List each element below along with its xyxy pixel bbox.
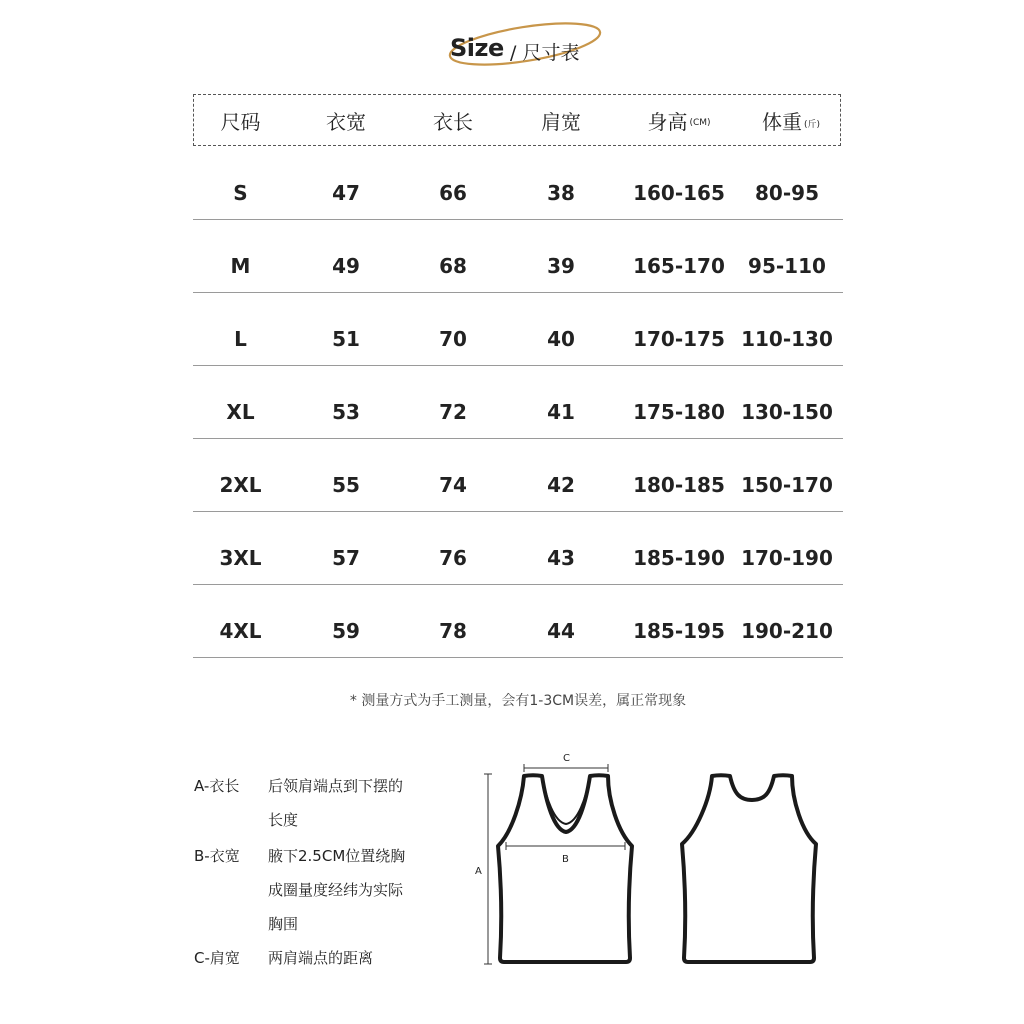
cell-shoulder: 44 — [547, 619, 575, 643]
header-weight-unit: (斤) — [803, 119, 821, 130]
cell-width: 49 — [332, 254, 360, 278]
cell-width: 51 — [332, 327, 360, 351]
legend-b-text-3: 胸围 — [268, 915, 299, 933]
cell-length: 72 — [439, 400, 467, 424]
cell-weight: 190-210 — [741, 619, 833, 643]
back-tank-top — [682, 775, 816, 962]
cell-width: 47 — [332, 181, 360, 205]
cell-weight: 110-130 — [741, 327, 833, 351]
cell-shoulder: 38 — [547, 181, 575, 205]
header-length: 衣长 — [433, 109, 473, 134]
cell-width: 59 — [332, 619, 360, 643]
row-divider — [193, 365, 843, 366]
legend-b-label: B-衣宽 — [194, 847, 240, 865]
cell-shoulder: 42 — [547, 473, 575, 497]
cell-width: 55 — [332, 473, 360, 497]
cell-weight: 150-170 — [741, 473, 833, 497]
cell-size: XL — [226, 400, 255, 424]
cell-height: 165-170 — [633, 254, 725, 278]
cell-height: 160-165 — [633, 181, 725, 205]
cell-shoulder: 43 — [547, 546, 575, 570]
cell-length: 76 — [439, 546, 467, 570]
dimension-b-label: B — [562, 854, 569, 865]
row-divider — [193, 292, 843, 293]
legend-b-text-1: 腋下2.5CM位置绕胸 — [268, 847, 406, 865]
row-divider — [193, 219, 843, 220]
table-header-row — [193, 86, 843, 154]
cell-length: 78 — [439, 619, 467, 643]
cell-size: M — [230, 254, 251, 278]
row-divider — [193, 511, 843, 512]
cell-size: S — [233, 181, 248, 205]
dimension-a-label: A — [475, 866, 482, 877]
cell-height: 185-190 — [633, 546, 725, 570]
header-weight-label: 体重 — [761, 109, 802, 134]
cell-height: 185-195 — [633, 619, 725, 643]
title-chinese: / 尺寸表 — [510, 42, 580, 64]
cell-size: 2XL — [219, 473, 262, 497]
front-tank-top — [498, 775, 632, 962]
legend-b-text-2: 成圈量度经纬为实际 — [268, 881, 404, 899]
header-weight — [741, 86, 841, 154]
measurement-note: * 测量方式为手工测量，会有1-3CM误差，属正常现象 — [349, 693, 687, 709]
cell-weight: 95-110 — [748, 254, 826, 278]
cell-length: 66 — [439, 181, 467, 205]
cell-weight: 130-150 — [741, 400, 833, 424]
cell-weight: 170-190 — [741, 546, 833, 570]
cell-width: 57 — [332, 546, 360, 570]
legend-c-text-1: 两肩端点的距离 — [268, 949, 374, 967]
header-width: 衣宽 — [326, 109, 366, 134]
tank-top-measurement-diagram — [460, 740, 820, 980]
cell-height: 175-180 — [633, 400, 725, 424]
cell-height: 180-185 — [633, 473, 725, 497]
cell-size: 4XL — [219, 619, 262, 643]
cell-size: 3XL — [219, 546, 262, 570]
header-height-unit: (CM) — [689, 118, 711, 128]
legend-c-label: C-肩宽 — [194, 949, 240, 967]
header-size: 尺码 — [220, 109, 261, 134]
cell-shoulder: 41 — [547, 400, 575, 424]
dimension-c-label: C — [563, 753, 570, 764]
legend-a-text-1: 后领肩端点到下摆的 — [268, 777, 404, 795]
header-height — [629, 86, 729, 154]
cell-shoulder: 39 — [547, 254, 575, 278]
row-divider — [193, 438, 843, 439]
title-english: Size — [450, 34, 504, 62]
cell-size: L — [234, 327, 247, 351]
row-divider — [193, 584, 843, 585]
size-chart-title — [440, 14, 610, 70]
header-shoulder: 肩宽 — [541, 109, 581, 134]
cell-length: 70 — [439, 327, 467, 351]
cell-length: 68 — [439, 254, 467, 278]
legend-a-text-2: 长度 — [268, 811, 299, 829]
cell-width: 53 — [332, 400, 360, 424]
cell-weight: 80-95 — [755, 181, 819, 205]
cell-shoulder: 40 — [547, 327, 575, 351]
cell-length: 74 — [439, 473, 467, 497]
cell-height: 170-175 — [633, 327, 725, 351]
legend-a-label: A-衣长 — [194, 777, 240, 795]
header-height-label: 身高 — [647, 109, 688, 134]
row-divider — [193, 657, 843, 658]
